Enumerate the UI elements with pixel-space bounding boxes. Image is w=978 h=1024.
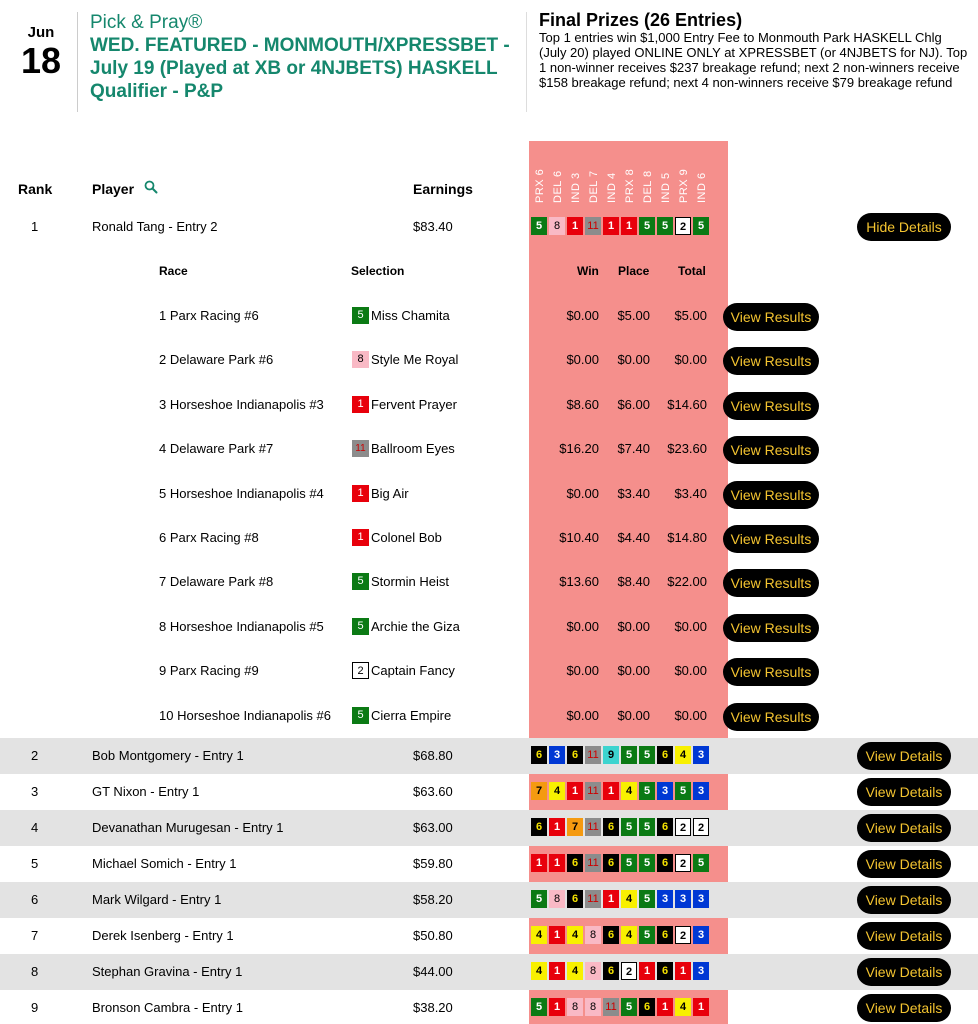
pick-badge: 5 — [621, 746, 637, 764]
selection — [352, 618, 460, 635]
horse-name: Style Me Royal — [371, 352, 459, 368]
pick-badge: 8 — [567, 998, 583, 1016]
pick-badge: 6 — [567, 890, 583, 908]
race-code-header — [567, 143, 584, 207]
pick-badge: 3 — [693, 890, 709, 908]
hide-details-button[interactable]: Hide Details — [857, 213, 951, 241]
table-row — [0, 209, 978, 245]
rank-value: 9 — [31, 1000, 39, 1015]
race-name: 4 Delaware Park #7 — [159, 441, 274, 457]
race-code-header — [621, 143, 638, 207]
place-payout: $0.00 — [617, 618, 650, 634]
pick-badge: 4 — [675, 746, 691, 764]
pick-badge: 3 — [693, 746, 709, 764]
view-details-button[interactable]: View Details — [857, 850, 951, 878]
pick-badge: 5 — [621, 854, 637, 872]
pick-badge: 7 — [567, 818, 583, 836]
selection — [352, 707, 451, 724]
pick-badge: 1 — [675, 962, 691, 980]
player-name: Ronald Tang - Entry 2 — [92, 219, 218, 234]
pick-badge: 6 — [603, 818, 619, 836]
race-code-header — [657, 143, 674, 207]
race-name: 8 Horseshoe Indianapolis #5 — [159, 618, 324, 634]
earnings-value: $38.20 — [413, 1000, 453, 1015]
pick-badge: 1 — [567, 782, 583, 800]
race-code-label: PRX 9 — [677, 168, 690, 203]
pick-badge: 1 — [657, 998, 673, 1016]
player-name: GT Nixon - Entry 1 — [92, 784, 200, 799]
pick-badges — [531, 746, 709, 766]
horse-name: Colonel Bob — [371, 530, 442, 545]
pick-badges — [531, 926, 709, 946]
pick-badge: 4 — [567, 962, 583, 980]
table-row — [0, 810, 978, 846]
pick-badge: 2 — [675, 854, 691, 872]
pick-badge: 11 — [585, 890, 601, 908]
table-row — [0, 990, 978, 1024]
detail-total-header: Total — [678, 264, 706, 278]
pick-badge: 11 — [603, 998, 619, 1016]
race-code-label: PRX 8 — [623, 168, 636, 203]
view-results-button[interactable]: View Results — [723, 436, 819, 464]
event-title: WED. FEATURED - MONMOUTH/XPRESSBET - July 19 (Played at XB or 4NJBETS) HASKELL Qualifier - P&P — [90, 35, 510, 102]
header-divider — [77, 12, 78, 112]
post-number-badge: 2 — [352, 662, 369, 679]
earnings-value: $44.00 — [413, 964, 453, 979]
pick-badge: 5 — [639, 217, 655, 235]
detail-row — [0, 561, 978, 605]
win-payout: $0.00 — [566, 485, 599, 501]
pick-badge: 6 — [657, 854, 673, 872]
race-code-header — [693, 143, 710, 207]
pick-badge: 8 — [585, 998, 601, 1016]
player-name: Devanathan Murugesan - Entry 1 — [92, 820, 284, 835]
place-payout: $0.00 — [617, 707, 650, 723]
place-payout: $7.40 — [617, 441, 650, 457]
selection — [352, 529, 442, 546]
pick-badge: 8 — [585, 962, 601, 980]
view-results-button[interactable]: View Results — [723, 392, 819, 420]
race-code-label: PRX 6 — [533, 168, 546, 203]
post-number-badge: 5 — [352, 573, 369, 590]
selection — [352, 573, 449, 590]
view-details-button[interactable]: View Details — [857, 778, 951, 806]
pick-badge: 5 — [531, 890, 547, 908]
view-results-button[interactable]: View Results — [723, 347, 819, 375]
post-number-badge: 1 — [352, 396, 369, 413]
pick-badges — [531, 962, 709, 982]
pick-badge: 6 — [657, 818, 673, 836]
detail-row — [0, 295, 978, 339]
earnings-value: $58.20 — [413, 892, 453, 907]
pick-badge: 5 — [639, 782, 655, 800]
race-code-header — [639, 143, 656, 207]
pick-badge: 5 — [675, 782, 691, 800]
player-name: Bronson Cambra - Entry 1 — [92, 1000, 244, 1015]
total-payout: $0.00 — [674, 352, 707, 368]
race-name: 6 Parx Racing #8 — [159, 530, 259, 545]
earnings-value: $68.80 — [413, 748, 453, 763]
horse-name: Captain Fancy — [371, 663, 455, 679]
pick-badge: 11 — [585, 217, 601, 235]
date-badge — [14, 24, 68, 81]
pick-badge: 1 — [549, 962, 565, 980]
detail-place-header: Place — [618, 264, 650, 278]
pick-badge: 4 — [531, 962, 547, 980]
race-code-header — [531, 143, 548, 207]
rank-header: Rank — [18, 181, 53, 197]
place-payout: $8.40 — [617, 574, 650, 590]
total-payout: $5.00 — [674, 308, 707, 323]
detail-selection-header: Selection — [351, 264, 405, 278]
view-details-button[interactable]: View Details — [857, 922, 951, 950]
race-code-label: DEL 7 — [587, 170, 600, 203]
post-number-badge: 5 — [352, 707, 369, 724]
race-name: 9 Parx Racing #9 — [159, 663, 259, 679]
horse-name: Big Air — [371, 485, 409, 501]
pick-badge: 6 — [639, 998, 655, 1016]
view-results-button[interactable]: View Results — [723, 614, 819, 642]
date-day: 18 — [20, 40, 62, 81]
prizes-title: Final Prizes (26 Entries) — [539, 10, 743, 30]
win-payout: $0.00 — [566, 352, 599, 368]
rank-value: 7 — [31, 928, 39, 943]
place-payout: $6.00 — [617, 396, 650, 412]
view-details-button[interactable]: View Details — [857, 742, 951, 770]
pick-badge: 6 — [603, 926, 619, 944]
pick-badge: 6 — [567, 746, 583, 764]
horse-name: Miss Chamita — [371, 308, 450, 323]
selection — [352, 351, 458, 368]
selection — [352, 662, 455, 679]
post-number-badge: 1 — [352, 485, 369, 502]
pick-badges — [531, 890, 709, 910]
pick-badge: 4 — [621, 926, 637, 944]
pick-badge: 2 — [675, 926, 691, 944]
selection — [352, 307, 450, 324]
view-details-button[interactable]: View Details — [857, 886, 951, 914]
pick-badges — [531, 818, 709, 838]
post-number-badge: 8 — [352, 351, 369, 368]
rank-value: 8 — [31, 964, 39, 979]
table-row — [0, 846, 978, 882]
rank-value: 3 — [31, 784, 39, 799]
race-code-label: DEL 6 — [551, 170, 564, 203]
prizes-block — [539, 10, 969, 90]
race-code-label: IND 6 — [695, 172, 708, 203]
race-code-header — [675, 143, 692, 207]
win-payout: $8.60 — [566, 396, 599, 412]
pick-badge: 3 — [693, 782, 709, 800]
race-name: 2 Delaware Park #6 — [159, 352, 274, 368]
contest-title-block — [90, 12, 510, 103]
race-code-label: IND 3 — [569, 172, 582, 203]
pick-badge: 5 — [639, 818, 655, 836]
rank-value: 4 — [31, 820, 39, 835]
detail-win-header: Win — [577, 264, 599, 278]
pick-badges — [531, 217, 709, 237]
prizes-description: Top 1 entries win $1,000 Entry Fee to Monmouth Park HASKELL Chlg (July 20) played ONLINE ONLY at XPRESSBET (or 4NJBETS for NJ). Top 1 non-winner receives $237 breakage refund; next 2 non-winners receive $158 breakage refund; next 4 non-winners receive $79 breakage refund — [539, 30, 968, 90]
win-payout: $0.00 — [566, 308, 599, 323]
earnings-value: $59.80 — [413, 856, 453, 871]
view-results-button[interactable]: View Results — [723, 569, 819, 597]
place-payout: $4.40 — [617, 530, 650, 545]
table-row — [0, 918, 978, 954]
place-payout: $5.00 — [617, 308, 650, 323]
place-payout: $3.40 — [617, 485, 650, 501]
table-row — [0, 954, 978, 990]
pick-badge: 3 — [693, 926, 709, 944]
total-payout: $0.00 — [674, 663, 707, 679]
pick-badge: 5 — [639, 890, 655, 908]
earnings-header: Earnings — [413, 181, 473, 197]
pick-badge: 1 — [603, 217, 619, 235]
pick-badge: 5 — [639, 854, 655, 872]
pick-badge: 1 — [639, 962, 655, 980]
table-row — [0, 882, 978, 918]
player-name: Bob Montgomery - Entry 1 — [92, 748, 244, 763]
player-name: Mark Wilgard - Entry 1 — [92, 892, 222, 907]
pick-badge: 1 — [621, 217, 637, 235]
search-icon[interactable] — [144, 180, 158, 194]
pick-badges — [531, 998, 709, 1018]
table-row — [0, 774, 978, 810]
view-results-button[interactable]: View Results — [723, 703, 819, 731]
selection — [352, 396, 457, 413]
pick-badge: 6 — [603, 962, 619, 980]
view-details-button[interactable]: View Details — [857, 958, 951, 986]
pick-badges — [531, 782, 709, 802]
pick-badge: 5 — [531, 998, 547, 1016]
selection — [352, 485, 409, 502]
pick-badge: 1 — [567, 217, 583, 235]
player-header[interactable]: Player — [92, 181, 135, 197]
earnings-value: $63.60 — [413, 784, 453, 799]
race-name: 10 Horseshoe Indianapolis #6 — [159, 707, 332, 723]
pick-badge: 4 — [621, 782, 637, 800]
detail-row — [0, 428, 978, 472]
race-code-label: DEL 8 — [641, 170, 654, 203]
total-payout: $23.60 — [667, 441, 707, 457]
pick-badge: 8 — [585, 926, 601, 944]
view-details-button[interactable]: View Details — [857, 814, 951, 842]
pick-badge: 3 — [693, 962, 709, 980]
pick-badge: 6 — [603, 854, 619, 872]
race-code-header — [603, 143, 620, 207]
selection — [352, 440, 455, 457]
race-name: 1 Parx Racing #6 — [159, 308, 259, 323]
view-results-button[interactable]: View Results — [723, 525, 819, 553]
race-name: 7 Delaware Park #8 — [159, 574, 274, 590]
header-divider — [526, 12, 527, 112]
total-payout: $0.00 — [674, 707, 707, 723]
pick-badge: 5 — [693, 217, 709, 235]
rank-value: 6 — [31, 892, 39, 907]
pick-badge: 3 — [657, 890, 673, 908]
detail-row — [0, 473, 978, 517]
earnings-value: $63.00 — [413, 820, 453, 835]
pick-badge: 1 — [603, 890, 619, 908]
detail-row — [0, 517, 978, 561]
total-payout: $14.80 — [667, 530, 707, 545]
pick-badge: 2 — [675, 818, 691, 836]
player-name: Stephan Gravina - Entry 1 — [92, 964, 243, 979]
pick-badge: 9 — [603, 746, 619, 764]
detail-row — [0, 606, 978, 650]
pick-badge: 1 — [603, 782, 619, 800]
total-payout: $3.40 — [674, 485, 707, 501]
pick-badge: 6 — [567, 854, 583, 872]
pick-badge: 2 — [675, 217, 691, 235]
race-name: 5 Horseshoe Indianapolis #4 — [159, 485, 324, 501]
date-month: Jun — [27, 24, 55, 41]
pick-badge: 6 — [657, 962, 673, 980]
total-payout: $14.60 — [667, 396, 707, 412]
rank-value: 2 — [31, 748, 39, 763]
pick-badge: 4 — [567, 926, 583, 944]
race-name: 3 Horseshoe Indianapolis #3 — [159, 396, 324, 412]
detail-row — [0, 695, 978, 739]
horse-name: Ballroom Eyes — [371, 441, 455, 457]
pick-badge: 11 — [585, 782, 601, 800]
pick-badge: 2 — [621, 962, 637, 980]
pick-badge: 5 — [639, 926, 655, 944]
horse-name: Stormin Heist — [371, 574, 450, 590]
pick-badge: 8 — [549, 217, 565, 235]
pick-badge: 3 — [657, 782, 673, 800]
player-name: Michael Somich - Entry 1 — [92, 856, 237, 871]
pick-badge: 4 — [531, 926, 547, 944]
view-results-button[interactable]: View Results — [723, 658, 819, 686]
pick-badge: 6 — [531, 746, 547, 764]
pick-badge: 1 — [549, 818, 565, 836]
win-payout: $13.60 — [559, 574, 599, 590]
detail-row — [0, 339, 978, 383]
detail-row — [0, 650, 978, 694]
horse-name: Fervent Prayer — [371, 396, 457, 412]
post-number-badge: 5 — [352, 618, 369, 635]
rank-value: 5 — [31, 856, 39, 871]
view-details-button[interactable]: View Details — [857, 994, 951, 1022]
pick-badge: 6 — [657, 746, 673, 764]
post-number-badge: 1 — [352, 529, 369, 546]
place-payout: $0.00 — [617, 352, 650, 368]
post-number-badge: 11 — [352, 440, 369, 457]
pick-badge: 5 — [621, 818, 637, 836]
view-results-button[interactable]: View Results — [723, 481, 819, 509]
pick-badge: 7 — [531, 782, 547, 800]
pick-badge: 5 — [693, 854, 709, 872]
rank-value: 1 — [31, 219, 39, 234]
post-number-badge: 5 — [352, 307, 369, 324]
brand-title: Pick & Pray® — [90, 12, 203, 33]
total-payout: $22.00 — [667, 574, 707, 590]
place-payout: $0.00 — [617, 663, 650, 679]
pick-badge: 11 — [585, 746, 601, 764]
horse-name: Cierra Empire — [371, 707, 452, 723]
pick-badge: 5 — [639, 746, 655, 764]
pick-badge: 2 — [693, 818, 709, 836]
pick-badge: 6 — [531, 818, 547, 836]
pick-badge: 1 — [693, 998, 709, 1016]
pick-badges — [531, 854, 709, 874]
horse-name: Archie the Giza — [371, 618, 460, 634]
win-payout: $0.00 — [566, 663, 599, 679]
pick-badge: 1 — [549, 998, 565, 1016]
pick-badge: 5 — [657, 217, 673, 235]
pick-badge: 11 — [585, 818, 601, 836]
pick-badge: 3 — [549, 746, 565, 764]
pick-badge: 1 — [549, 854, 565, 872]
pick-badge: 11 — [585, 854, 601, 872]
pick-badge: 5 — [531, 217, 547, 235]
race-code-header — [585, 143, 602, 207]
detail-race-header: Race — [159, 264, 188, 278]
pick-badge: 1 — [549, 926, 565, 944]
earnings-value: $50.80 — [413, 928, 453, 943]
player-name: Derek Isenberg - Entry 1 — [92, 928, 234, 943]
pick-badge: 6 — [657, 926, 673, 944]
pick-badge: 4 — [621, 890, 637, 908]
win-payout: $16.20 — [559, 441, 599, 457]
pick-badge: 1 — [531, 854, 547, 872]
total-payout: $0.00 — [674, 618, 707, 634]
win-payout: $0.00 — [566, 707, 599, 723]
table-row — [0, 738, 978, 774]
earnings-value: $83.40 — [413, 219, 453, 234]
pick-badge: 8 — [549, 890, 565, 908]
race-code-label: IND 4 — [605, 172, 618, 203]
pick-badge: 3 — [675, 890, 691, 908]
win-payout: $0.00 — [566, 618, 599, 634]
detail-row — [0, 384, 978, 428]
race-code-header — [549, 143, 566, 207]
pick-badge: 5 — [621, 998, 637, 1016]
win-payout: $10.40 — [559, 530, 599, 545]
pick-badge: 4 — [675, 998, 691, 1016]
pick-badge: 4 — [549, 782, 565, 800]
view-results-button[interactable]: View Results — [723, 303, 819, 331]
race-code-label: IND 5 — [659, 172, 672, 203]
